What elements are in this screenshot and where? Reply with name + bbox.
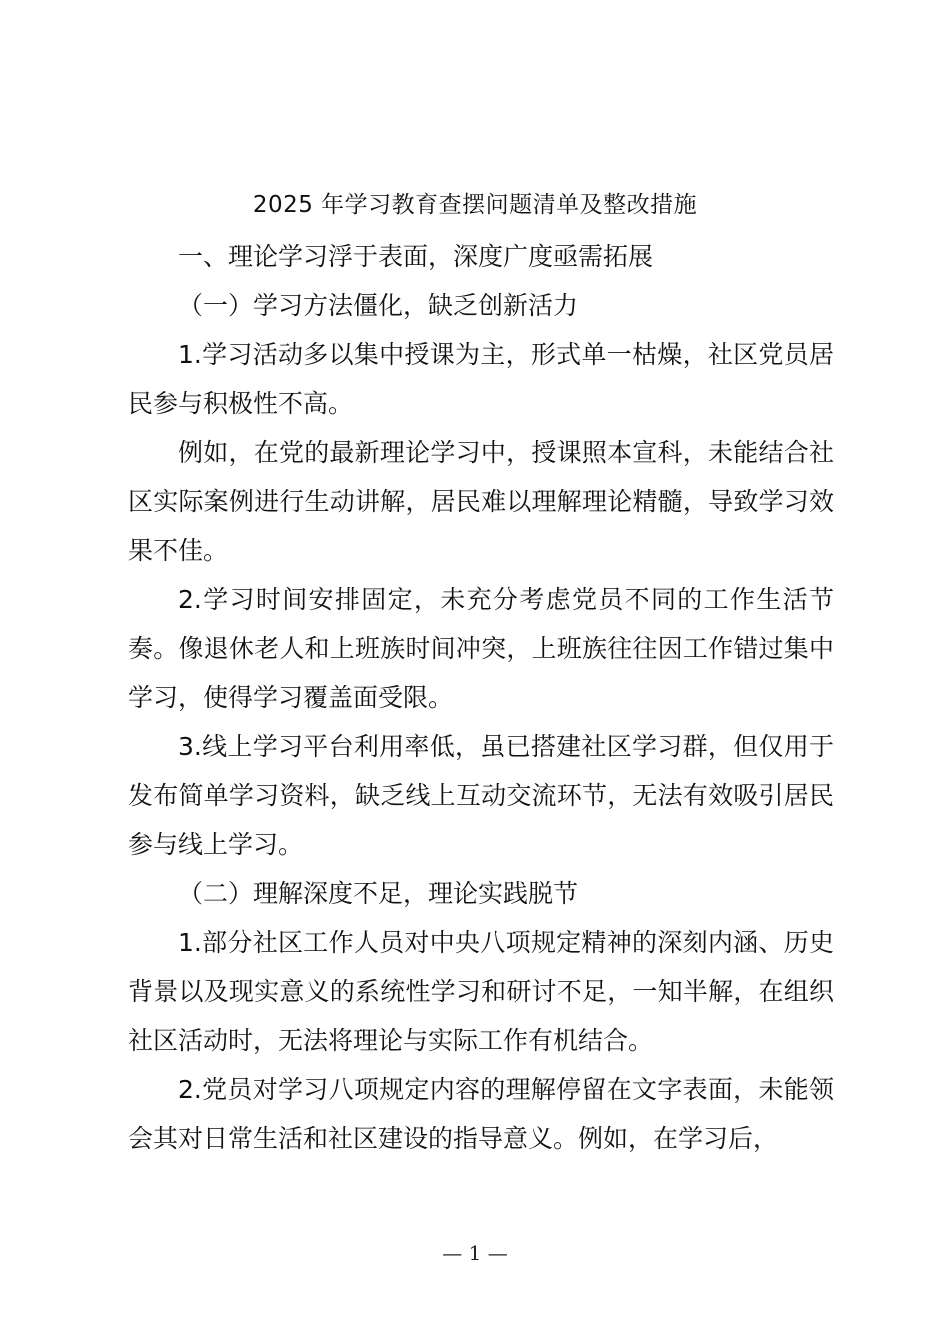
- page-number: — 1 —: [442, 1241, 508, 1265]
- paragraph: 1.部分社区工作人员对中央八项规定精神的深刻内涵、历史背景以及现实意义的系统性学习和研讨不足，一知半解，在组织社区活动时，无法将理论与实际工作有机结合。: [128, 928, 834, 1055]
- subsection-heading-1: （一）学习方法僵化，缺乏创新活力: [178, 291, 579, 320]
- paragraph: 1.学习活动多以集中授课为主，形式单一枯燥，社区党员居民参与积极性不高。: [128, 340, 834, 418]
- document-title: 2025 年学习教育查摆问题清单及整改措施: [252, 192, 698, 218]
- paragraph: 例如，在党的最新理论学习中，授课照本宣科，未能结合社区实际案例进行生动讲解，居民难以理解理论精髓，导致学习效果不佳。: [128, 438, 834, 565]
- section-heading-1: 一、理论学习浮于表面，深度广度亟需拓展: [178, 242, 654, 271]
- document-body: [128, 232, 834, 1163]
- subsection-heading-2: （二）理解深度不足，理论实践脱节: [178, 879, 579, 908]
- paragraph: 2.党员对学习八项规定内容的理解停留在文字表面，未能领会其对日常生活和社区建设的指导意义。例如，在学习后，: [128, 1075, 834, 1153]
- paragraph: 2.学习时间安排固定，未充分考虑党员不同的工作生活节奏。像退休老人和上班族时间冲突，上班族往往因工作错过集中学习，使得学习覆盖面受限。: [128, 585, 834, 712]
- paragraph: 3.线上学习平台利用率低，虽已搭建社区学习群，但仅用于发布简单学习资料，缺乏线上互动交流环节，无法有效吸引居民参与线上学习。: [128, 732, 834, 859]
